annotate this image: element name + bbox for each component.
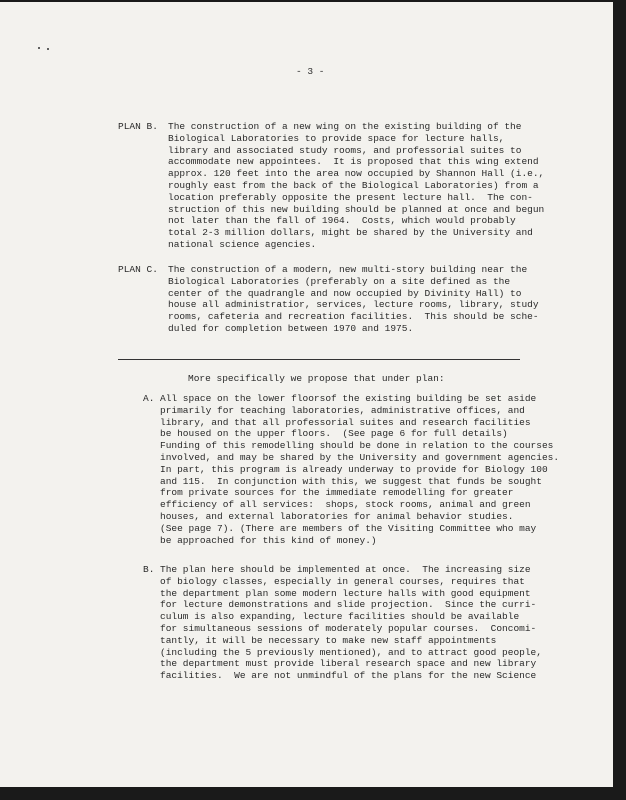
- text-line: efficiency of all services: shops, stock rooms, animal and green: [160, 499, 531, 511]
- page-number: - 3 -: [296, 66, 325, 77]
- text-line: rooms, cafeteria and recreation facilities. This should be sche-: [168, 311, 539, 323]
- text-line: Biological Laboratories (preferably on a site defined as the: [168, 275, 511, 287]
- text-line: from private sources for the immediate remodelling for greater: [160, 487, 514, 499]
- text-line: approx. 120 feet into the area now occupied by Shannon Hall (i.e.,: [168, 168, 545, 180]
- text-line: The construction of a new wing on the existing building of the: [168, 121, 522, 132]
- text-line: for simultaneous sessions of moderately popular courses. Concomi-: [160, 622, 537, 634]
- item-b-text: [160, 564, 542, 682]
- text-line: be approached for this kind of money.): [160, 534, 377, 546]
- text-line: (See page 7). (There are members of the Visiting Committee who may: [160, 522, 537, 534]
- intro-text: More specifically we propose that under plan:: [188, 373, 445, 384]
- document-page: [0, 2, 613, 787]
- scan-mark: [38, 47, 40, 49]
- plan-c-label: PLAN C.: [118, 264, 158, 275]
- text-line: houses, and external laboratories for animal behavior studies.: [160, 510, 514, 522]
- text-line: The construction of a modern, new multi-story building near the: [168, 264, 528, 275]
- text-line: library, and that all professorial suites and research facilities: [160, 416, 531, 428]
- plan-b-text: [168, 121, 544, 251]
- text-line: tantly, it will be necessary to make new staff appointments: [160, 634, 497, 646]
- text-line: struction of this new building should be planned at once and begun: [168, 203, 545, 215]
- item-a-text: [160, 393, 559, 546]
- text-line: national science agencies.: [168, 238, 317, 250]
- text-line: library and associated study rooms, and professorial suites to: [168, 144, 522, 156]
- text-line: of biology classes, especially in general courses, requires that: [160, 575, 525, 587]
- item-b-label: B.: [143, 564, 155, 575]
- text-line: primarily for teaching laboratories, administrative offices, and: [160, 404, 525, 416]
- text-line: Funding of this remodelling should be done in relation to the courses: [160, 440, 554, 452]
- text-line: All space on the lower floorsof the existing building be set aside: [160, 393, 537, 404]
- text-line: not later than the fall of 1964. Costs, which would probably: [168, 215, 516, 227]
- text-line: roughly east from the back of the Biological Laboratories) from a: [168, 179, 539, 191]
- text-line: total 2-3 million dollars, might be shared by the University and: [168, 227, 533, 239]
- text-line: (including the 5 previously mentioned), and to attract good people,: [160, 646, 542, 658]
- text-line: In part, this program is already underway to provide for Biology 100: [160, 463, 548, 475]
- scan-mark: [47, 48, 49, 50]
- item-a-label: A.: [143, 393, 155, 404]
- plan-b-label: PLAN B.: [118, 121, 158, 132]
- text-line: Biological Laboratories to provide space for lecture halls,: [168, 132, 505, 144]
- text-line: culum is also expanding, lecture facilities should be available: [160, 611, 520, 623]
- horizontal-rule: [118, 359, 520, 360]
- text-line: facilities. We are not unmindful of the plans for the new Science: [160, 670, 537, 682]
- text-line: involved, and may be shared by the University and government agencies.: [160, 451, 560, 463]
- text-line: the department plan some modern lecture halls with good equipment: [160, 587, 531, 599]
- text-line: be housed on the upper floors. (See page 6 for full details): [160, 428, 508, 440]
- text-line: The plan here should be implemented at once. The increasing size: [160, 564, 531, 575]
- text-line: the department must provide liberal research space and new library: [160, 658, 537, 670]
- text-line: center of the quadrangle and now occupied by Divinity Hall) to: [168, 287, 522, 299]
- text-line: duled for completion between 1970 and 1975.: [168, 322, 414, 334]
- text-line: for lecture demonstrations and slide projection. Since the curri-: [160, 599, 537, 611]
- plan-c-text: [168, 264, 539, 335]
- text-line: accommodate new appointees. It is proposed that this wing extend: [168, 156, 539, 168]
- text-line: house all administratior, services, lecture rooms, library, study: [168, 299, 539, 311]
- text-line: location preferably opposite the present lecture hall. The con-: [168, 191, 533, 203]
- text-line: and 115. In conjunction with this, we suggest that funds be sought: [160, 475, 542, 487]
